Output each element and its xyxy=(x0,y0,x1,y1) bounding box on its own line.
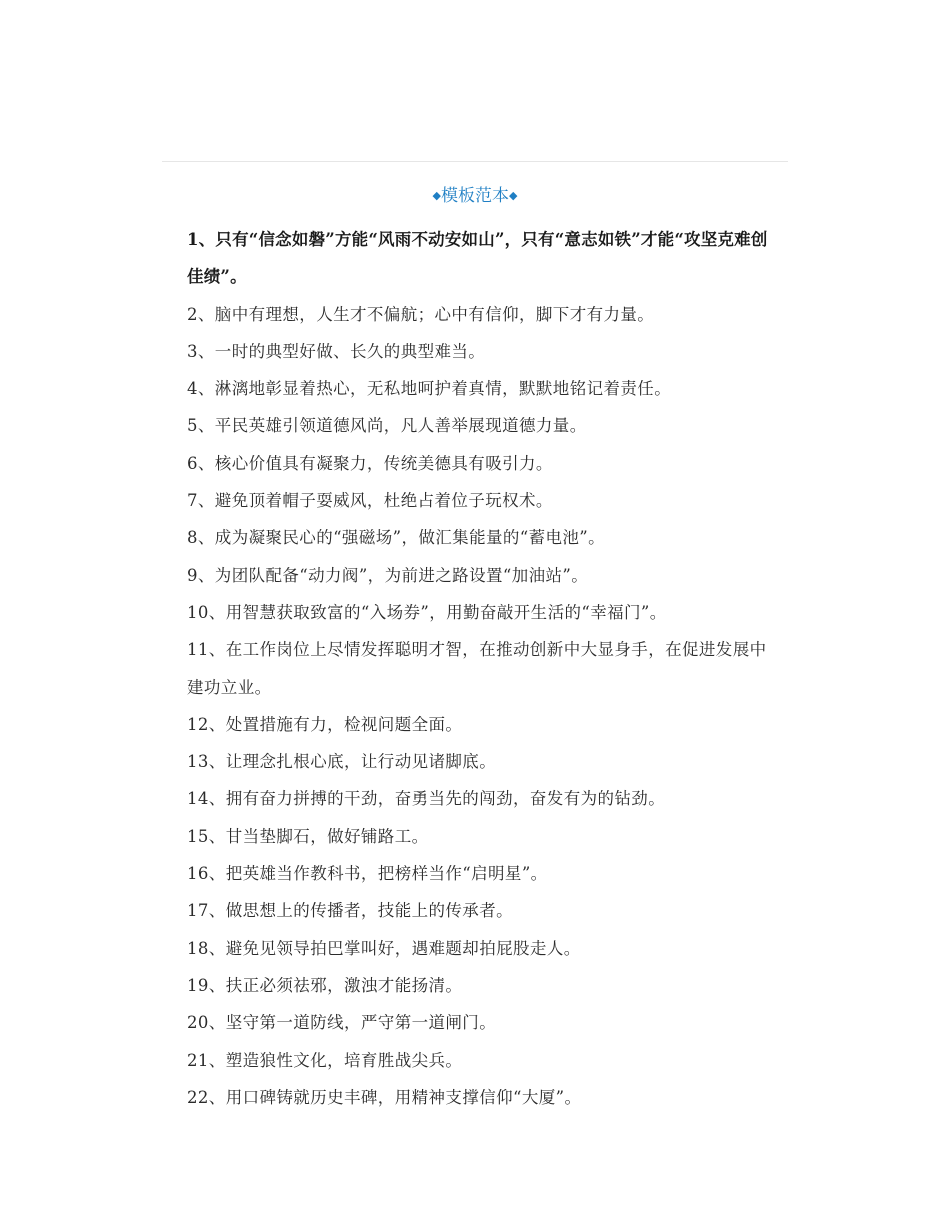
list-item: 6、核心价值具有凝聚力，传统美德具有吸引力。 xyxy=(187,453,553,473)
slogan-list xyxy=(187,221,777,1116)
list-item: 16、把英雄当作教科书，把榜样当作“启明星”。 xyxy=(187,864,548,884)
diamond-right-icon: ◆ xyxy=(509,189,518,202)
top-divider xyxy=(162,161,788,162)
list-item: 3、一时的典型好做、长久的典型难当。 xyxy=(187,341,486,361)
list-item: 14、拥有奋力拼搏的干劲，奋勇当先的闯劲，奋发有为的钻劲。 xyxy=(187,789,666,809)
list-item: 11、在工作岗位上尽情发挥聪明才智，在推动创新中大显身手，在促进发展中建功立业。 xyxy=(187,640,767,697)
list-item: 21、塑造狼性文化，培育胜战尖兵。 xyxy=(187,1050,463,1070)
diamond-left-icon: ◆ xyxy=(432,189,441,202)
list-item: 1、只有“信念如磐”方能“风雨不动安如山”，只有“意志如铁”才能“攻坚克难创佳绩”。 xyxy=(187,230,768,287)
list-item: 15、甘当垫脚石，做好铺路工。 xyxy=(187,826,429,846)
list-item: 5、平民英雄引领道德风尚，凡人善举展现道德力量。 xyxy=(187,416,587,436)
list-item: 22、用口碑铸就历史丰碑，用精神支撑信仰“大厦”。 xyxy=(187,1087,582,1107)
list-item: 8、成为凝聚民心的“强磁场”，做汇集能量的“蓄电池”。 xyxy=(187,528,606,548)
heading-text: 模板范本 xyxy=(441,186,509,206)
list-item: 12、处置措施有力，检视问题全面。 xyxy=(187,714,463,734)
list-item: 20、坚守第一道防线，严守第一道闸门。 xyxy=(187,1013,497,1033)
list-item: 18、避免见领导拍巴掌叫好，遇难题却拍屁股走人。 xyxy=(187,938,581,958)
list-item: 7、避免顶着帽子耍威风，杜绝占着位子玩权术。 xyxy=(187,491,553,511)
list-item: 13、让理念扎根心底，让行动见诸脚底。 xyxy=(187,752,497,772)
list-item: 19、扶正必须祛邪，激浊才能扬清。 xyxy=(187,975,463,995)
list-item: 4、淋漓地彰显着热心，无私地呵护着真情，默默地铭记着责任。 xyxy=(187,379,672,399)
section-heading xyxy=(162,184,788,208)
list-item: 2、脑中有理想，人生才不偏航；心中有信仰，脚下才有力量。 xyxy=(187,304,655,324)
list-item: 17、做思想上的传播者，技能上的传承者。 xyxy=(187,901,513,921)
list-item: 9、为团队配备“动力阀”，为前进之路设置“加油站”。 xyxy=(187,565,589,585)
list-item: 10、用智慧获取致富的“入场券”，用勤奋敲开生活的“幸福门”。 xyxy=(187,602,667,622)
